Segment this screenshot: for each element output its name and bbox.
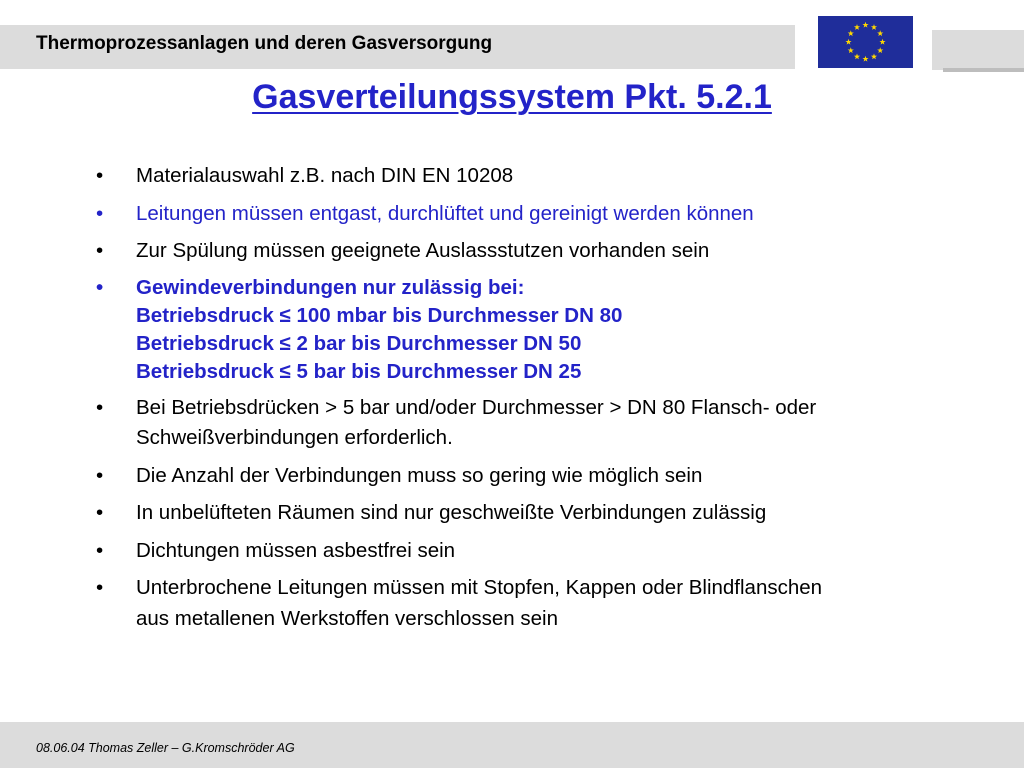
bullet-list xyxy=(96,161,856,641)
bullet-item xyxy=(96,536,856,567)
bullet-dot: • xyxy=(96,463,104,487)
flag-star xyxy=(848,30,854,36)
bullet-text: Zur Spülung müssen geeignete Auslassstutzen vorhanden sein xyxy=(136,239,710,262)
flag-star xyxy=(877,47,883,53)
eu-flag-stars xyxy=(818,16,913,68)
bullet-subline: Betriebsdruck ≤ 5 bar bis Durchmesser DN 25 xyxy=(136,359,582,383)
bullet-text: Bei Betriebsdrücken > 5 bar und/oder Durchmesser > DN 80 Flansch- oder Schweißverbindungen erforderlich. xyxy=(136,395,817,449)
bullet-dot: • xyxy=(96,164,104,187)
bullet-subline: Betriebsdruck ≤ 100 mbar bis Durchmesser DN 80 xyxy=(136,303,623,327)
footer-text: 08.06.04 Thomas Zeller – G.Kromschröder AG xyxy=(36,741,295,755)
bullet-item xyxy=(96,199,856,230)
bullet-dot: • xyxy=(96,538,104,562)
bullet-text: Gewindeverbindungen nur zulässig bei: xyxy=(136,275,525,299)
bullet-item xyxy=(96,161,856,192)
bullet-text: Materialauswahl z.B. nach DIN EN 10208 xyxy=(136,164,514,187)
bullet-subline: Betriebsdruck ≤ 2 bar bis Durchmesser DN 50 xyxy=(136,331,582,355)
flag-star xyxy=(877,30,883,36)
bullet-dot: • xyxy=(96,395,104,419)
bullet-text: Leitungen müssen entgast, durchlüftet und gereinigt werden können xyxy=(136,201,754,225)
bullet-text: Unterbrochene Leitungen müssen mit Stopfen, Kappen oder Blindflanschen aus metallenen Werkstoffen verschlossen sein xyxy=(136,576,823,630)
flag-star xyxy=(879,39,885,45)
flag-star xyxy=(862,22,868,28)
bullet-item xyxy=(96,461,856,492)
bullet-text: In unbelüfteten Räumen sind nur geschweißte Verbindungen zulässig xyxy=(136,501,767,524)
bullet-item xyxy=(96,236,856,267)
bullet-item xyxy=(96,274,856,386)
flag-star xyxy=(848,47,854,53)
header-right-band-shadow xyxy=(943,68,1024,72)
bullet-dot: • xyxy=(96,501,104,524)
flag-star xyxy=(871,24,877,30)
bullet-dot: • xyxy=(96,275,104,299)
eu-flag-icon xyxy=(818,16,913,68)
slide-title xyxy=(0,78,1024,117)
header-title: Thermoprozessanlagen und deren Gasversorgung xyxy=(36,33,493,54)
header-right-band xyxy=(932,30,1024,70)
bullet-text: Dichtungen müssen asbestfrei sein xyxy=(136,538,456,562)
flag-star xyxy=(854,54,860,60)
bullet-dot: • xyxy=(96,576,104,599)
slide-title-text: Gasverteilungssystem Pkt. 5.2.1 xyxy=(252,78,772,116)
flag-star xyxy=(845,39,851,45)
bullet-item xyxy=(96,498,856,529)
bullet-dot: • xyxy=(96,201,104,225)
bullet-item xyxy=(96,393,856,454)
bullet-dot: • xyxy=(96,239,104,262)
flag-star xyxy=(871,54,877,60)
flag-star xyxy=(854,24,860,30)
bullet-item xyxy=(96,573,856,634)
bullet-text: Die Anzahl der Verbindungen muss so gering wie möglich sein xyxy=(136,463,703,487)
flag-star xyxy=(862,56,868,62)
